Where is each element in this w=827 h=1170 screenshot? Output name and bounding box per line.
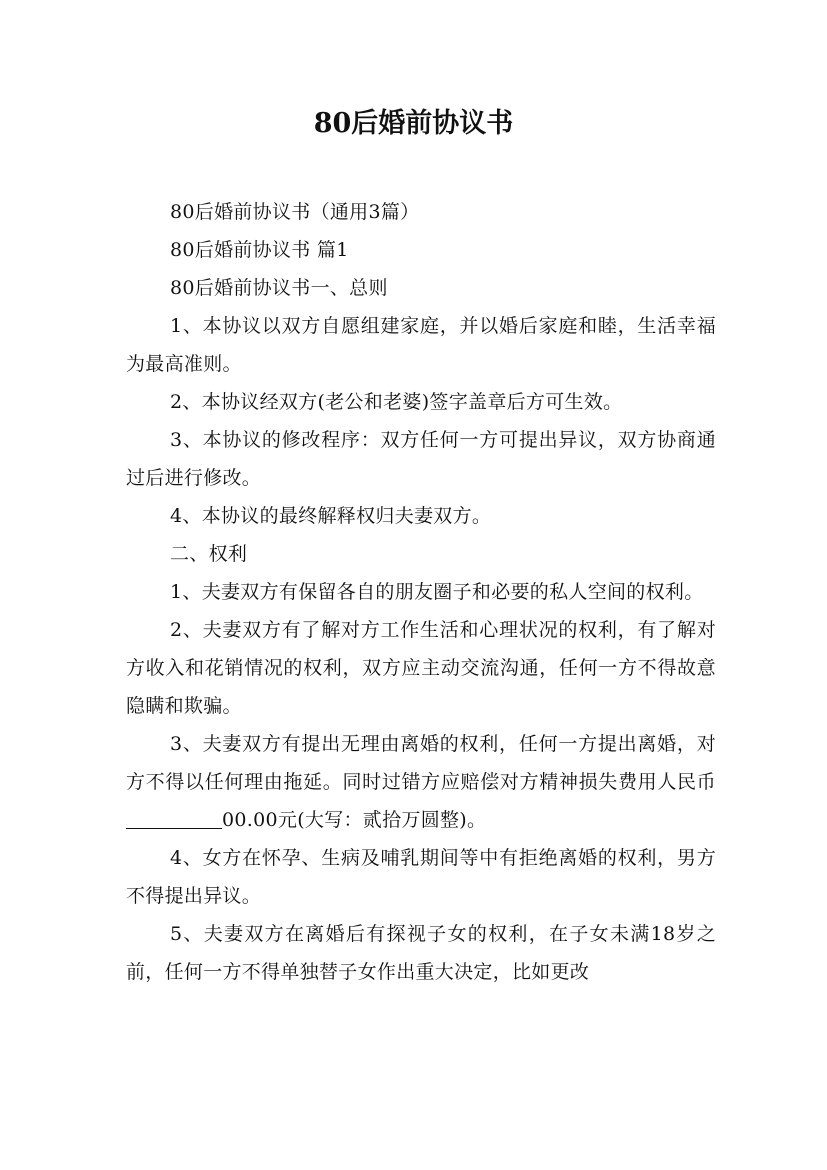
- paragraph: 1、夫妻双方有保留各自的朋友圈子和必要的私人空间的权利。: [170, 581, 704, 603]
- paragraph: 80后婚前协议书一、总则: [170, 277, 388, 299]
- document-body: [126, 193, 716, 991]
- paragraph-with-blank: [126, 725, 716, 839]
- paragraph: 4、女方在怀孕、生病及哺乳期间等中有拒绝离婚的权利，男方不得提出异议。: [126, 847, 716, 907]
- fill-in-blank: [126, 808, 222, 829]
- paragraph-text: 3、夫妻双方有提出无理由离婚的权利，任何一方提出离婚，对方不得以任何理由拖延。同时过错方应赔偿对方精神损失费用人民币: [126, 733, 716, 793]
- paragraph-text: 00.00元(大写：贰拾万圆整)。: [222, 809, 487, 831]
- paragraph: 2、本协议经双方(老公和老婆)签字盖章后方可生效。: [170, 391, 623, 413]
- paragraph: 二、权利: [170, 543, 248, 565]
- page-title: 80后婚前协议书: [313, 108, 514, 139]
- paragraph: 3、本协议的修改程序：双方任何一方可提出异议，双方协商通过后进行修改。: [126, 429, 716, 489]
- paragraph: 2、夫妻双方有了解对方工作生活和心理状况的权利，有了解对方收入和花销情况的权利，双方应主动交流沟通，任何一方不得故意隐瞒和欺骗。: [126, 619, 716, 717]
- paragraph: 80后婚前协议书（通用3篇）: [170, 201, 420, 223]
- paragraph: 80后婚前协议书 篇1: [170, 239, 349, 261]
- paragraph: 1、本协议以双方自愿组建家庭，并以婚后家庭和睦，生活幸福为最高准则。: [126, 315, 716, 375]
- paragraph: 4、本协议的最终解释权归夫妻双方。: [170, 505, 492, 527]
- paragraph: 5、夫妻双方在离婚后有探视子女的权利，在子女未满18岁之前，任何一方不得单独替子女作出重大决定，比如更改: [126, 923, 716, 983]
